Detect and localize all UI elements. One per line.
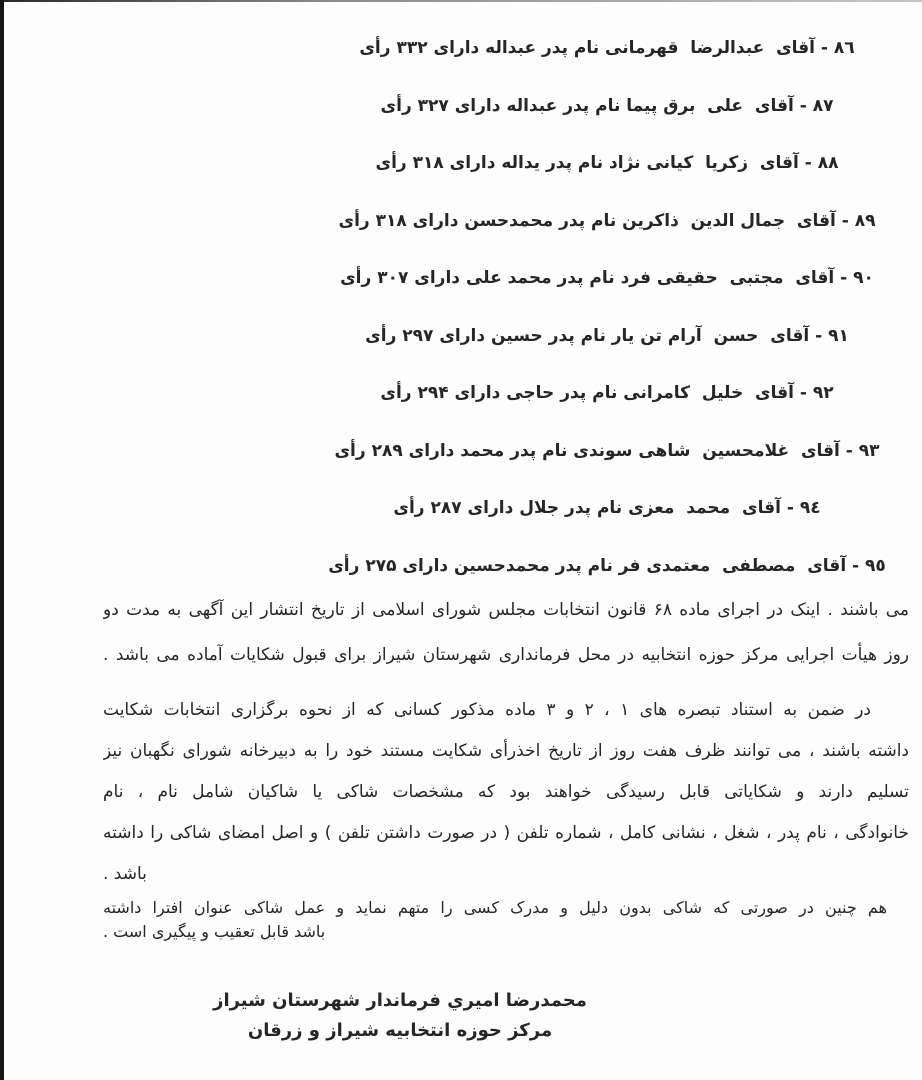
paragraph-publication-notice xyxy=(103,588,909,678)
signatory-office: مرکز حوزه انتخابیه شیراز و زرقان xyxy=(247,1020,553,1041)
result-item-92: ٩٢ - آقای خلیل کامرانی نام پدر حاجی دارای ۲۹۴ رأی xyxy=(380,383,834,403)
result-item-95: ٩٥ - آقای مصطفی معتمدی فر نام پدر محمدحسین دارای ۲۷۵ رأی xyxy=(328,555,886,576)
result-item-88: ٨٨ - آقای زکریا کیانی نژاد نام پدر یداله دارای ۳۱۸ رأی xyxy=(375,153,839,173)
notice-line: باشد قابل تعقیب و پیگیری است . xyxy=(103,922,326,941)
notice-line: باشد . xyxy=(103,864,147,884)
paragraph-false-accusation-warning xyxy=(103,896,909,944)
signatory-name-title: محمدرضا اميري فرماندار شهرستان شیراز xyxy=(213,990,587,1011)
result-item-94: ٩٤ - آقای محمد معزی نام پدر جلال دارای ۲۸۷ رأی xyxy=(393,498,821,518)
scan-top-edge-artifact xyxy=(0,0,922,2)
notice-line: هم چنین در صورتی که شاکی بدون دلیل و مدرک کسی را متهم نماید و عمل شاکی عنوان افترا داشته xyxy=(103,898,887,917)
notice-line: روز هیأت اجرایی مرکز حوزه انتخابیه در محل فرمانداری شهرستان شیراز برای قبول شکایات آماده می باشد . xyxy=(103,645,909,665)
notice-line: تسلیم دارند و شکایاتی قابل رسیدگی خواهند بود که مشخصات شاکی یا شاکیان شامل نام ، نام xyxy=(103,782,909,802)
result-item-87: ٨٧ - آقای علی برق پیما نام پدر عبداله دارای ۳۲۷ رأی xyxy=(380,95,834,116)
result-item-93: ٩٣ - آقای غلامحسین شاهی سوندی نام پدر محمد دارای ۲۸۹ رأی xyxy=(334,440,880,461)
notice-line: داشته باشند ، می توانند ظرف هفت روز از تاریخ اخذرأی شکایت مستند خود را به دبیرخانه شورای نگهبان نیز xyxy=(103,741,909,761)
scan-left-edge-artifact xyxy=(0,0,4,1080)
result-item-91: ٩١ - آقای حسن آرام تن یار نام پدر حسین دارای ۲۹۷ رأی xyxy=(365,325,849,346)
notice-line: خانوادگی ، نام پدر ، شغل ، نشانی کامل ، شماره تلفن ( در صورت داشتن تلفن ) و اصل امضای شاکی را داشته xyxy=(103,823,909,843)
notice-line: می باشند . اینک در اجرای ماده ۶۸ قانون انتخابات مجلس شورای اسلامی از تاریخ انتشار این آگهی به مدت دو xyxy=(103,600,909,620)
candidate-results-list xyxy=(292,20,922,595)
result-item-86: ٨٦ - آقای عبدالرضا قهرمانی نام پدر عبداله دارای ۳۳۲ رأی xyxy=(359,38,855,58)
paragraph-complaint-procedure xyxy=(103,690,909,895)
signature-block xyxy=(5,986,795,1046)
result-item-89: ٨٩ - آقای جمال الدین ذاکرین نام پدر محمدحسن دارای ۳۱۸ رأی xyxy=(338,210,876,231)
notice-line: در ضمن به استناد تبصره های ۱ ، ۲ و ۳ ماده مذکور کسانی که از نحوه برگزاری انتخابات شکایت xyxy=(103,700,871,720)
result-item-90: ٩٠ - آقای مجتبی حقیقی فرد نام پدر محمد علی دارای ۳۰۷ رأی xyxy=(340,268,874,288)
